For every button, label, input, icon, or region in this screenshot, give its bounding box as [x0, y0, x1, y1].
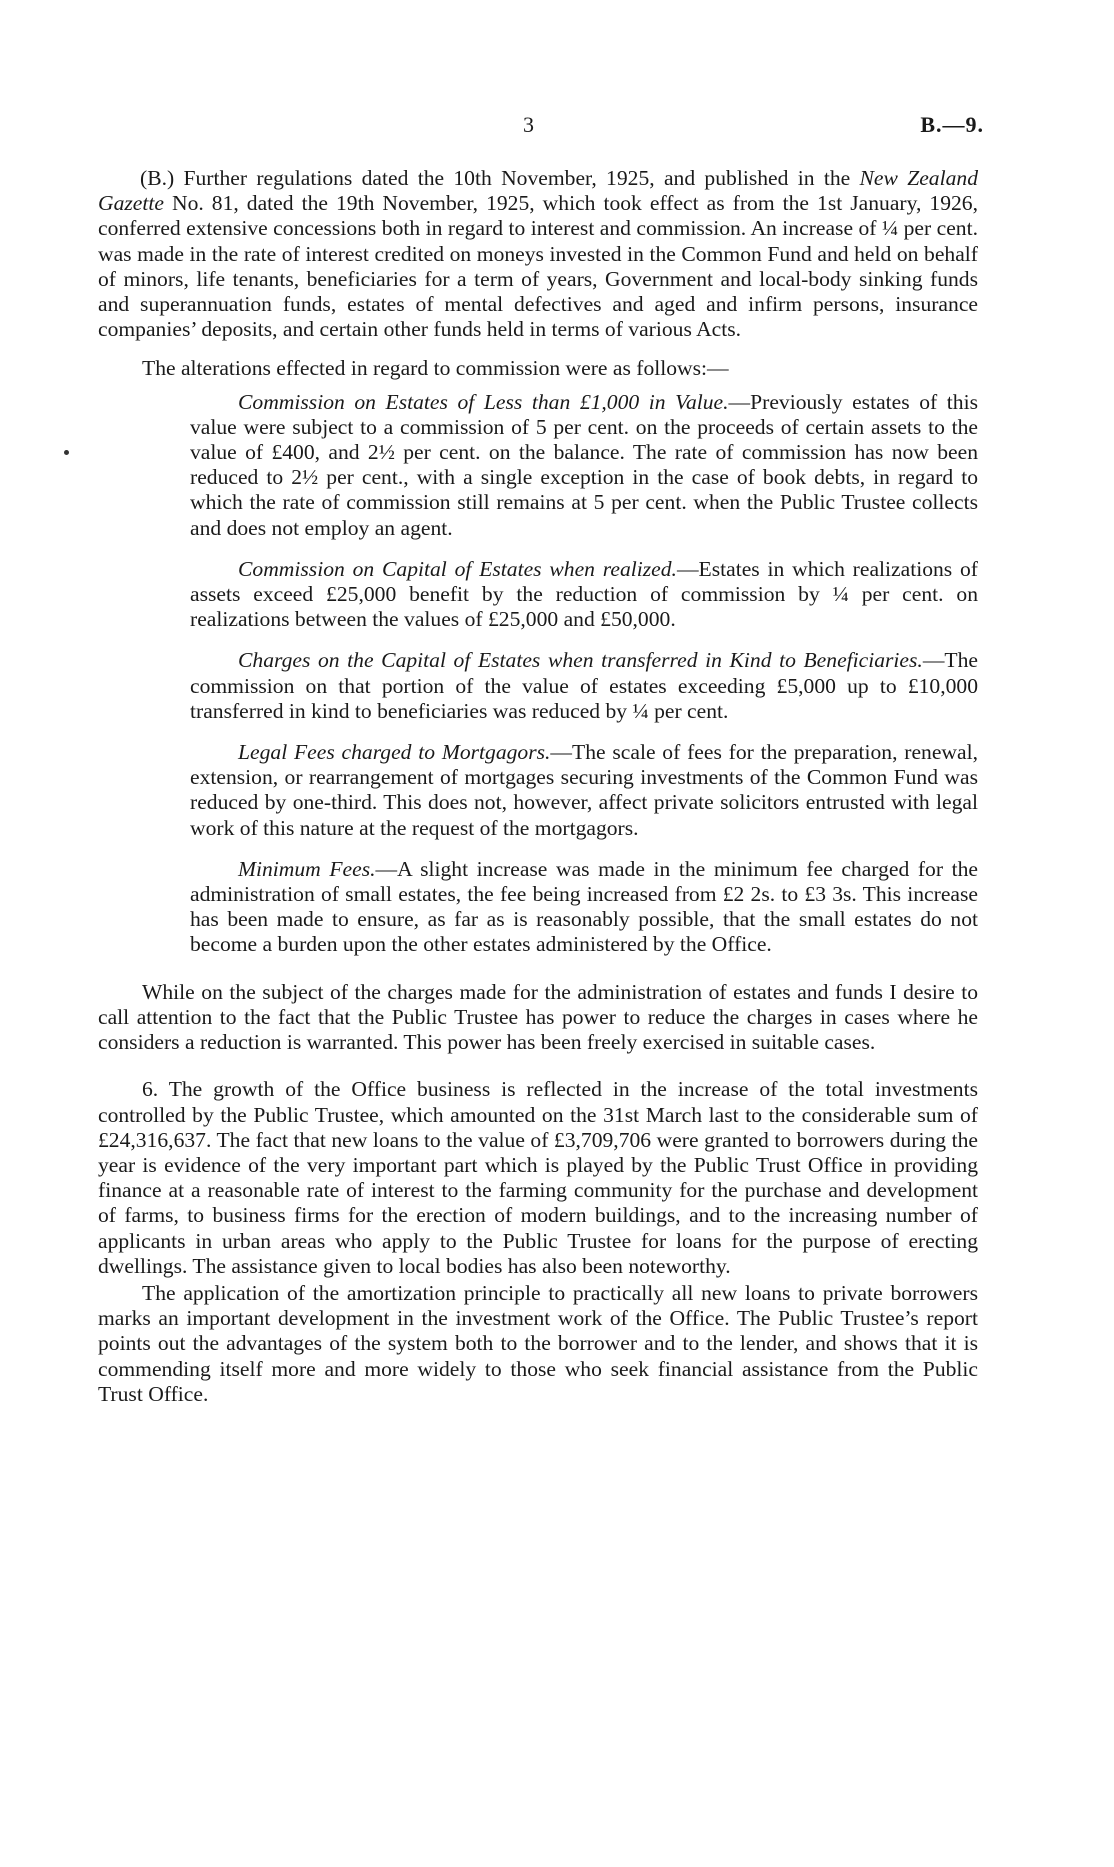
- subsection-capital-realized: [190, 557, 978, 633]
- paragraph-regulations: [98, 166, 978, 342]
- paragraph-office-growth: 6. The growth of the Office business is reflected in the increase of the total investments controlled by the Public Trustee, which amounted on the 31st March last to the considerable sum of £24,316,637. The fact that new loans to the value of £3,709,706 were granted to borrowers during the year is evidence of the very important part which is played by the Public Trust Office in providing finance at a reasonable rate of interest to the farming community for the purchase and development of farms, to business firms for the erection of modern buildings, and to the increasing number of applicants in urban areas who apply to the Public Trustee for loans for the purpose of erecting dwellings. The assistance given to local bodies has also been noteworthy.: [98, 1077, 978, 1278]
- subsection-small-estates: [190, 390, 978, 541]
- paragraph-commission-intro: The alterations effected in regard to commission were as follows:—: [142, 356, 729, 381]
- subsection-legal-fees: [190, 740, 978, 841]
- body-text: [98, 166, 978, 1407]
- page-header: [0, 112, 1114, 142]
- subsection-heading: Minimum Fees.: [238, 856, 376, 881]
- paragraph-text: No. 81, dated the 19th November, 1925, which took effect as from the 1st January, 1926, conferred extensive concessions both in regard to interest and commission. An increase of ¼ per cent. was made in the rate of interest credited on moneys invested in the Common Fund and held on behalf of minors, life tenants, beneficiaries for a term of years, Government and local-body sinking funds and superannuation funds, estates of mental defectives and aged and infirm persons, insurance companies’ deposits, and certain other funds held in terms of various Acts.: [98, 191, 978, 342]
- subsection-heading: Charges on the Capital of Estates when transferred in Kind to Beneficiaries.: [238, 648, 923, 673]
- paragraph-amortization: The application of the amortization principle to practically all new loans to private borrowers marks an important development in the investment work of the Office. The Public Trustee’s report points out the advantages of the system both to the borrower and to the lender, and shows that it is commending itself more and more widely to those who seek financial assistance from the Public Trust Office.: [98, 1280, 978, 1406]
- subsection-transferred-in-kind: [190, 648, 978, 724]
- subsection-text: —A slight increase was made in the minimum fee charged for the administration of small estates, the fee being increased from £2 2s. to £3 3s. This increase has been made to ensure, as far as is reasonably possible, that the small estates do not become a burden upon the other estates administered by the Office.: [190, 856, 978, 957]
- paragraph-charges-power: While on the subject of the charges made for the administration of estates and funds I desire to call attention to the fact that the Public Trustee has power to reduce the charges in cases where he considers a reduction is warranted. This power has been freely exercised in suitable cases.: [98, 979, 978, 1055]
- subsection-text: —The commission on that portion of the value of estates exceeding £5,000 up to £10,000 transferred in kind to beneficiaries was reduced by ¼ per cent.: [190, 648, 978, 723]
- subsection-heading: Commission on Capital of Estates when realized.: [238, 556, 677, 581]
- subsection-heading: Legal Fees charged to Mortgagors.: [238, 740, 551, 765]
- subsection-text: —Estates in which realizations of assets exceed £25,000 benefit by the reduction of commission by ¼ per cent. on realizations between the values of £25,000 and £50,000.: [190, 556, 979, 632]
- document-reference: B.—9.: [920, 112, 984, 137]
- subsection-text: —The scale of fees for the preparation, renewal, extension, or rearrangement of mortgages securing investments of the Common Fund was reduced by one-third. This does not, however, affect private solicitors entrusted with legal work of this nature at the request of the mortgagors.: [190, 740, 978, 840]
- stray-mark: [64, 450, 69, 455]
- paragraph-text: (B.) Further regulations dated the 10th November, 1925, and published in the: [140, 166, 860, 190]
- gazette-title: New Zealand Gazette: [98, 166, 978, 216]
- subsection-text: —Previously estates of this value were subject to a commission of 5 per cent. on the proceeds of certain assets to the value of £400, and 2½ per cent. on the balance. The rate of commission has now been reduced to 2½ per cent., with a single exception in the case of book debts, in regard to which the rate of commission still remains at 5 per cent. when the Public Trustee collects and does not employ an agent.: [190, 389, 978, 540]
- page-number: 3: [523, 112, 534, 137]
- subsection-heading: Commission on Estates of Less than £1,000 in Value.: [238, 389, 729, 414]
- subsection-minimum-fees: [190, 857, 978, 958]
